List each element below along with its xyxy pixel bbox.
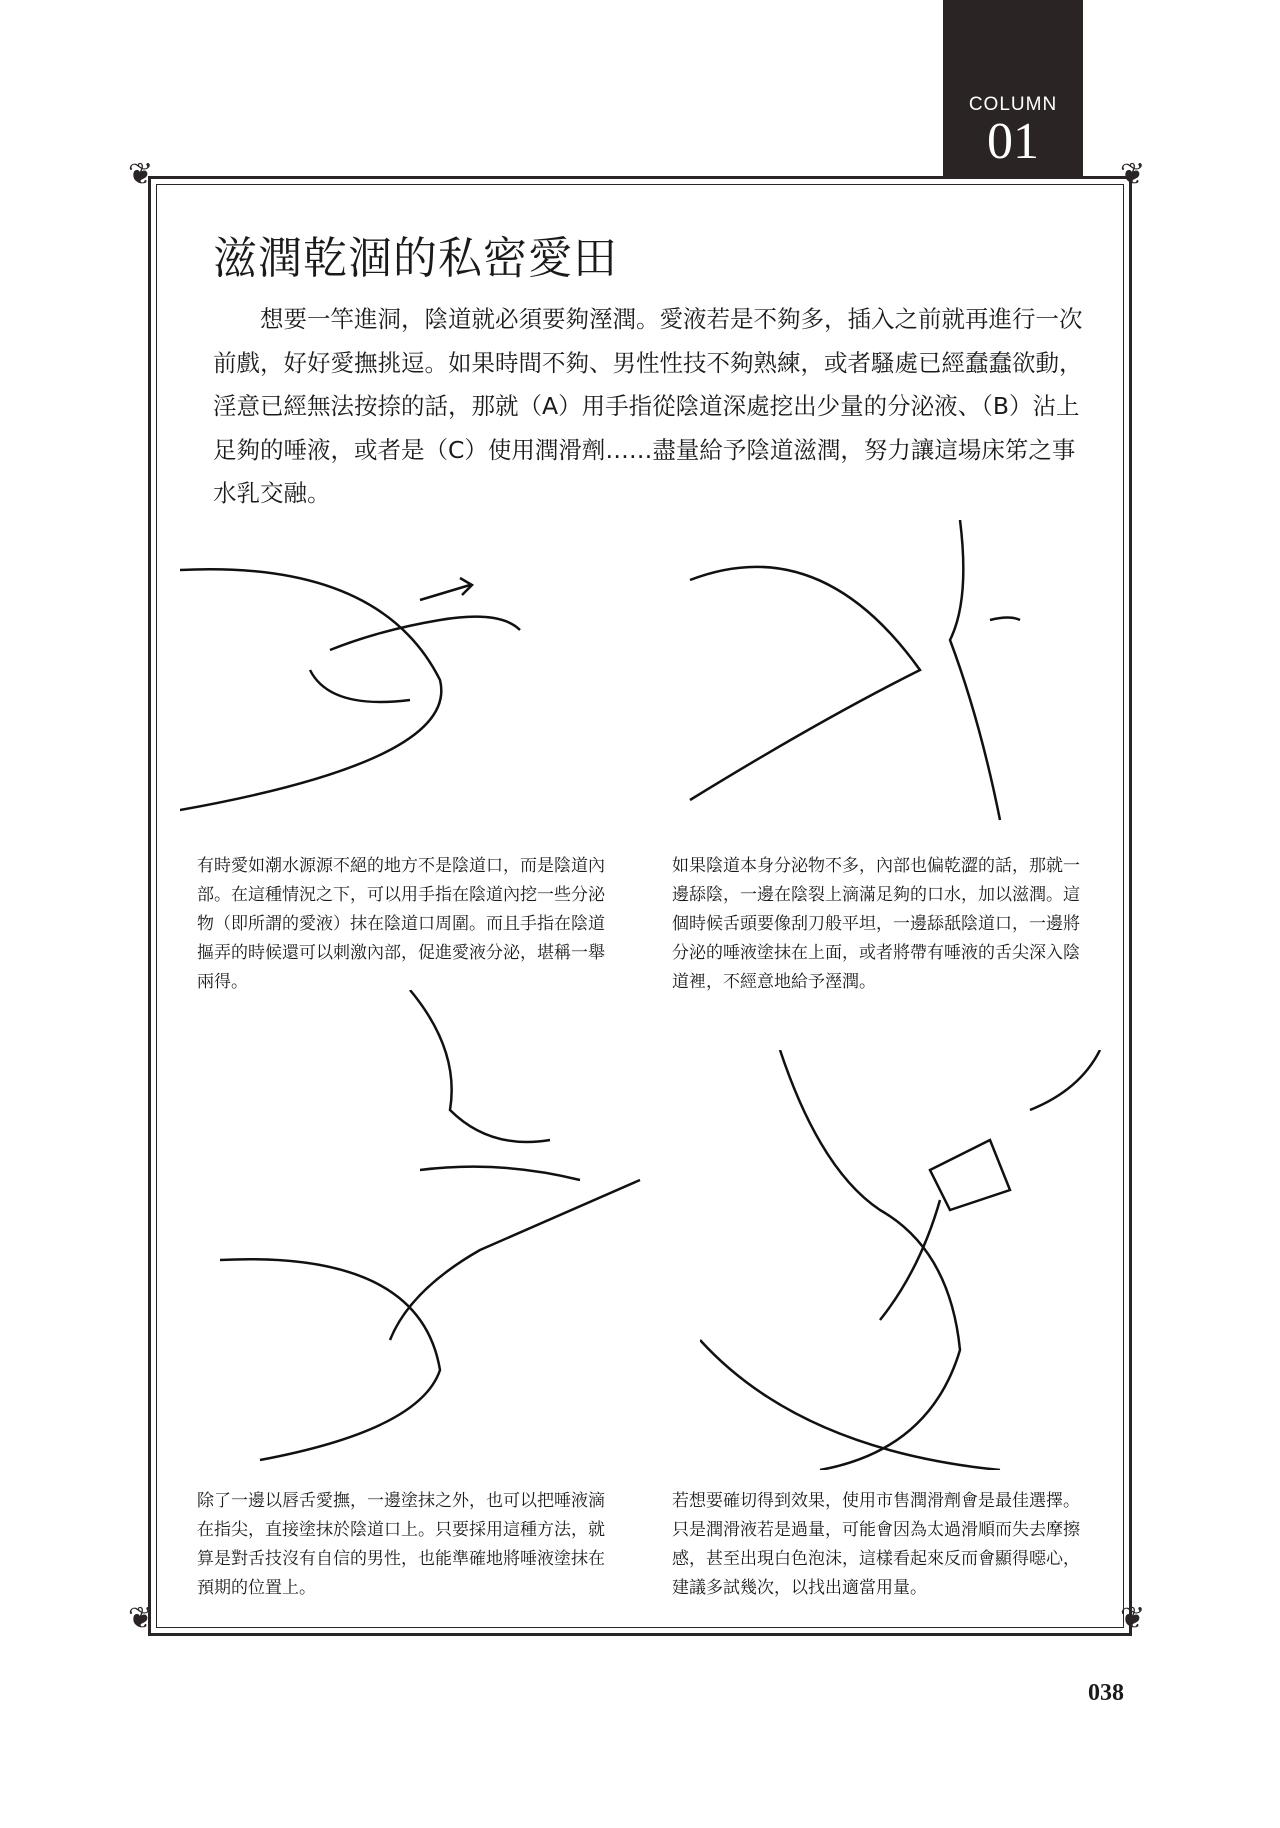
caption-2: 如果陰道本身分泌物不多，內部也偏乾澀的話，那就一邊舔陰，一邊在陰裂上滴滿足夠的口水，加以滋潤。這個時候舌頭要像刮刀般平坦，一邊舔舐陰道口，一邊將分泌的唾液塗抹在上面，或者將帶有唾液的舌尖深入陰道裡，不經意地給予溼潤。 [672, 856, 1080, 992]
page-title: 滋潤乾涸的私密愛田 [213, 233, 618, 284]
column-number: 01 [987, 113, 1039, 170]
intro-text [213, 298, 1093, 516]
illustration-2 [680, 520, 1100, 830]
caption-4: 若想要確切得到效果，使用市售潤滑劑會是最佳選擇。只是潤滑液若是過量，可能會因為太過滑順而失去摩擦感，甚至出現白色泡沫，這樣看起來反而會顯得噁心，建議多試幾次，以找出適當用量。 [672, 1491, 1080, 1598]
illustration-1 [180, 540, 620, 830]
ornament-top-left-icon: ❦ [128, 157, 154, 192]
ornament-bottom-right-icon: ❦ [1120, 1601, 1146, 1636]
column-label: COLUMN [968, 94, 1058, 115]
illustration-4 [700, 1050, 1120, 1470]
illustration-3 [220, 990, 660, 1470]
caption-3: 除了一邊以唇舌愛撫，一邊塗抹之外，也可以把唾液滴在指尖，直接塗抹於陰道口上。只要採用這種方法，就算是對舌技沒有自信的男性，也能準確地將唾液塗抹在預期的位置上。 [197, 1491, 605, 1598]
ornament-top-right-icon: ❦ [1120, 157, 1146, 192]
caption-1: 有時愛如潮水源源不絕的地方不是陰道口，而是陰道內部。在這種情況之下，可以用手指在陰道內挖一些分泌物（即所謂的愛液）抹在陰道口周圍。而且手指在陰道摳弄的時候還可以刺激內部，促進愛液分泌，堪稱一舉兩得。 [197, 856, 605, 992]
intro-paragraph: 想要一竿進洞，陰道就必須要夠溼潤。愛液若是不夠多，插入之前就再進行一次前戲，好好愛撫挑逗。如果時間不夠、男性性技不夠熟練，或者騷處已經蠢蠢欲動，淫意已經無法按捺的話，那就（A）用手指從陰道深處挖出少量的分泌液、（B）沾上足夠的唾液，或者是（C）使用潤滑劑……盡量給予陰道滋潤，努力讓這場床笫之事水乳交融。 [213, 305, 1083, 507]
page-number: 038 [1088, 1680, 1124, 1706]
column-tab [943, 0, 1083, 176]
ornament-bottom-left-icon: ❦ [128, 1601, 154, 1636]
